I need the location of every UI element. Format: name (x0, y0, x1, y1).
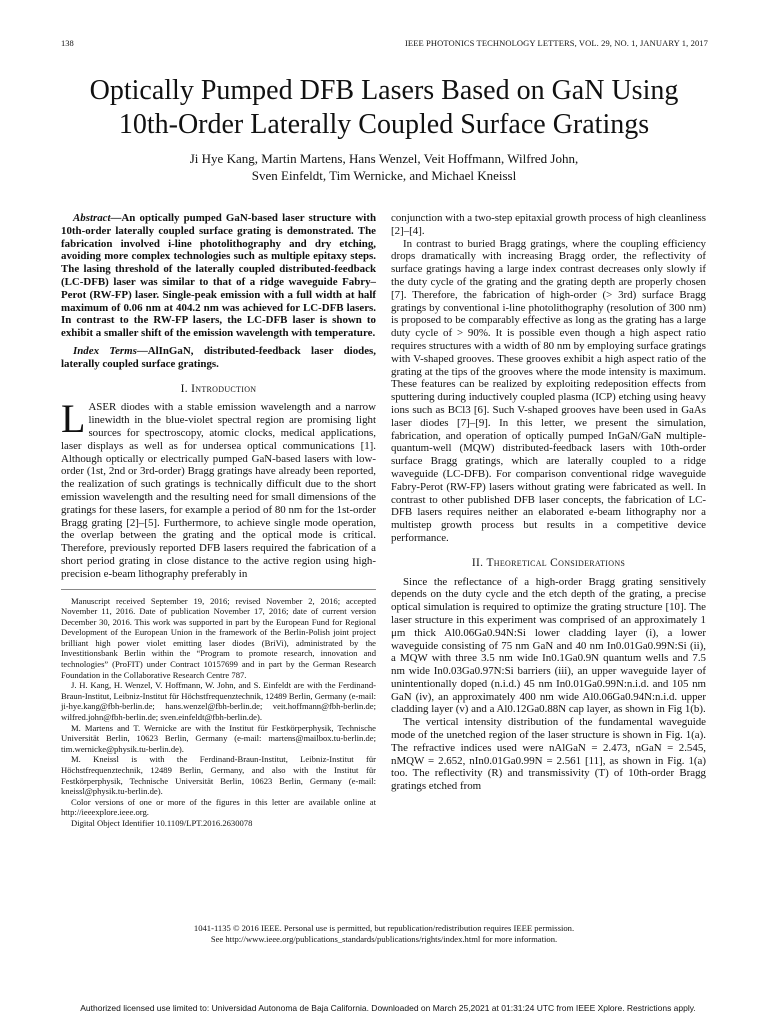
copyright-line-2: See http://www.ieee.org/publications_standards/publications/rights/index.html for more information. (210, 933, 558, 944)
right-column (391, 212, 706, 793)
authors-line-1: Ji Hye Kang, Martin Martens, Hans Wenzel, Veit Hoffmann, Wilfred John, (189, 151, 579, 166)
footnote-affiliation: J. H. Kang, H. Wenzel, V. Hoffmann, W. John, and S. Einfeldt are with the Ferdinand-Braun-Institut, Leibniz-Institut für Höchstfrequenztechnik, 12489 Berlin, Germany (e-mail: ji-hye.kang@fbh-berlin.de; hans.wenzel@fbh-berlin.de; veit.hoffmann@fbh-berlin.de; wilfred.john@fbh-berlin.de; sven.einfeldt@fbh-berlin.de). (61, 680, 377, 723)
footnote-doi: Digital Object Identifier 10.1109/LPT.2016.2630078 (71, 817, 253, 828)
title-line-1: Optically Pumped DFB Lasers Based on GaN Using (89, 75, 679, 106)
footnote-color-note: Color versions of one or more of the figures in this letter are available online at http://ieeexplore.ieee.org. (61, 796, 376, 818)
author-list (100, 150, 668, 184)
copyright-line-1: 1041-1135 © 2016 IEEE. Personal use is permitted, but republication/redistribution requires IEEE permission. (193, 923, 575, 933)
section-heading-introduction (61, 383, 376, 396)
abstract-text: —An optically pumped GaN-based laser structure with 10th-order laterally coupled surface grating is demonstrated. The fabrication involved i-line photolithography and dry etching, avoiding more complex technologies such as multiple epitaxy steps. The lasing threshold of the laterally coupled distributed-feedback (LC-DFB) laser was similar to that of a ridge waveguide Fabry–Perot (RW-FP) laser. Single-peak emission with a full width at half maximum of 0.06 nm at 404.2 nm was achieved for LC-DFB lasers. In contrast to the RW-FP lasers, the LC-DFB laser is shown to exhibit a smaller shift of the emission wavelength with temperature. (61, 212, 376, 340)
paper-title (40, 74, 728, 142)
abstract-label: Abstract (73, 212, 111, 224)
license-notice: Authorized licensed use limited to: Universidad Autonoma de Baja California. Downloaded on March 25,2021 at 01:31:24 UTC from IEEE Xplore. Restrictions apply. (80, 1003, 696, 1013)
authors-line-2: Sven Einfeldt, Tim Wernicke, and Michael Kneissl (251, 168, 517, 183)
footnotes (61, 589, 376, 829)
intro-text: ASER diodes with a stable emission wavelength and a narrow linewidth in the blue-violet spectral region are promising light sources for spectroscopy, atomic clocks, medical applications, laser displays as well as for undersea optical communications [1]. Although optically or electrically pumped GaN-based lasers with low-order (1st, 2nd or 3rd-order) Bragg gratings have already been reported, the realization of such gratings is technically difficult due to the short emission wavelength and the resulting need for small dimensions of the gratings for these lasers, for example a period of 80 nm for the 1st-order Bragg grating [2]–[5]. Furthermore, to achieve single mode operation, the overlap between the grating and the optical mode is critical. Therefore, previously reported DFB lasers required the fabrication of a short period grating in close distance to the active region using high-precision e-beam lithography preferably in (61, 401, 376, 580)
section-number: II. (471, 556, 484, 569)
body-paragraph: Since the reflectance of a high-order Bragg grating sensitively depends on the duty cycle and the etch depth of the grating, a precise optical simulation is required to optimize the grating structure [10]. The laser structure in this experiment was comprised of an approximately 1 μm thick Al0.06Ga0.94N:Si lower cladding layer (i), a lower waveguide consisting of 75 nm GaN and 40 nm In0.01Ga0.99N:Si (ii), a MQW with three 3.5 nm wide In0.1Ga0.9N quantum wells and 7.5 nm wide In0.03Ga0.97N:Si barriers (iii), an upper waveguide layer of unintentionally doped (n.i.d.) 45 nm In0.01Ga0.99N:n.i.d. and 105 nm GaN (iv), an approximately 400 nm wide Al0.06Ga0.94N:n.i.d. upper cladding layer (v) and a Al0.12Ga0.88N cap layer, as shown in Fig 1(b). (391, 575, 706, 716)
body-paragraph: conjunction with a two-step epitaxial growth process of high cleanliness [2]–[4]. (391, 212, 706, 237)
copyright-notice (100, 923, 668, 944)
index-terms (61, 345, 376, 371)
title-line-2: 10th-Order Laterally Coupled Surface Gratings (118, 109, 650, 140)
drop-cap: L (61, 396, 86, 442)
index-terms-label: Index Terms (73, 344, 137, 357)
running-head: IEEE PHOTONICS TECHNOLOGY LETTERS, VOL. 29, NO. 1, JANUARY 1, 2017 (405, 38, 708, 48)
section-number: I. (180, 382, 188, 395)
left-column (61, 212, 376, 829)
section-title: Theoretical Considerations (486, 556, 626, 569)
page-number: 138 (61, 38, 74, 48)
index-terms-text: —AlInGaN, distributed-feedback laser diodes, laterally coupled surface gratings. (61, 344, 376, 370)
footnote-affiliation: M. Kneissl is with the Ferdinand-Braun-Institut, Leibniz-Institut für Höchstfrequenztechnik, 12489 Berlin, Germany, and also with the Institut für Festkörperphysik, Technische Universität Berlin, 10623 Berlin, Germany (e-mail: kneissl@physik.tu-berlin.de). (61, 754, 376, 797)
section-heading-theory (391, 557, 706, 570)
section-title: Introduction (191, 382, 257, 395)
abstract (61, 212, 376, 340)
body-paragraph: The vertical intensity distribution of the fundamental waveguide mode of the unetched region of the laser structure is shown in Fig. 1(a). The refractive indices used were nAlGaN = 2.473, nGaN = 2.545, nMQW = 2.652, nIn0.01Ga0.99N = 2.561 [11], as shown in Fig. 1(a) too. The reflectivity (R) and transmissivity (T) of 10th-order Bragg gratings etched from (391, 716, 706, 793)
footnote-affiliation: M. Martens and T. Wernicke are with the Institut für Festkörperphysik, Technische Universität Berlin, 10623 Berlin, Germany (e-mail: martens@mailbox.tu-berlin.de; tim.wernicke@physik.tu-berlin.de). (61, 722, 376, 754)
footnote-manuscript: Manuscript received September 19, 2016; revised November 2, 2016; accepted November 11, 2016. Date of publication November 17, 2016; date of current version December 30, 2016. This work was supported in part by the European Fund for Regional Development of the European Union in the framework of the Berlin-Polish joint project brilliant high power violet emitting laser diodes (BriVi), administrated by the Investitionsbank Berlin within the “Program to promote research, innovation and technologies” (ProFIT) under Contract 10157699 and in part by the German Research Foundation in the Collaborative Research Centre 787. (61, 595, 376, 680)
intro-paragraph (61, 396, 376, 580)
body-paragraph: In contrast to buried Bragg gratings, where the coupling efficiency drops dramatically with increasing Bragg order, the reflectivity of surface gratings having a large index contrast decreases only slowly if the duty cycle of the grating and the grating depth are properly chosen [7]. Therefore, the fabrication of high-order (> 3rd) surface Bragg gratings by conventional i-line photolithography (resolution of 300 nm) is proposed to be comparably effective as long as the grating has a large duty cycle of > 90%. It is possible even though a high aspect ratio requires structures with a width of 80 nm by employing surface gratings with V-shaped grooves. These grooves exhibit a high aspect ratio of the grating at the tips of the grooves where the mode intensity is maximum. These features can be realized by exploiting redeposition effects from sputtering during inductively coupled plasma (ICP) etching using heavy ions such as BCl3 [6]. Such V-shaped grooves have been used in GaAs laser diodes [7]–[9]. In this letter, we present the simulation, fabrication, and operation of optically pumped InGaN/GaN multiple-quantum-well (MQW) distributed-feedback lasers with 10th-order surface Bragg gratings, which are laterally coupled to a ridge waveguide (LC-DFB). For comparison conventional ridge waveguide Fabry-Perot (RW-FP) lasers without grating were fabricated as well. In contrast to other published DFB laser concepts, the fabrication of LC-DFB lasers requires neither an elaborated e-beam lithography nor a multistep growth process but results in a competitive device performance. (391, 237, 706, 544)
